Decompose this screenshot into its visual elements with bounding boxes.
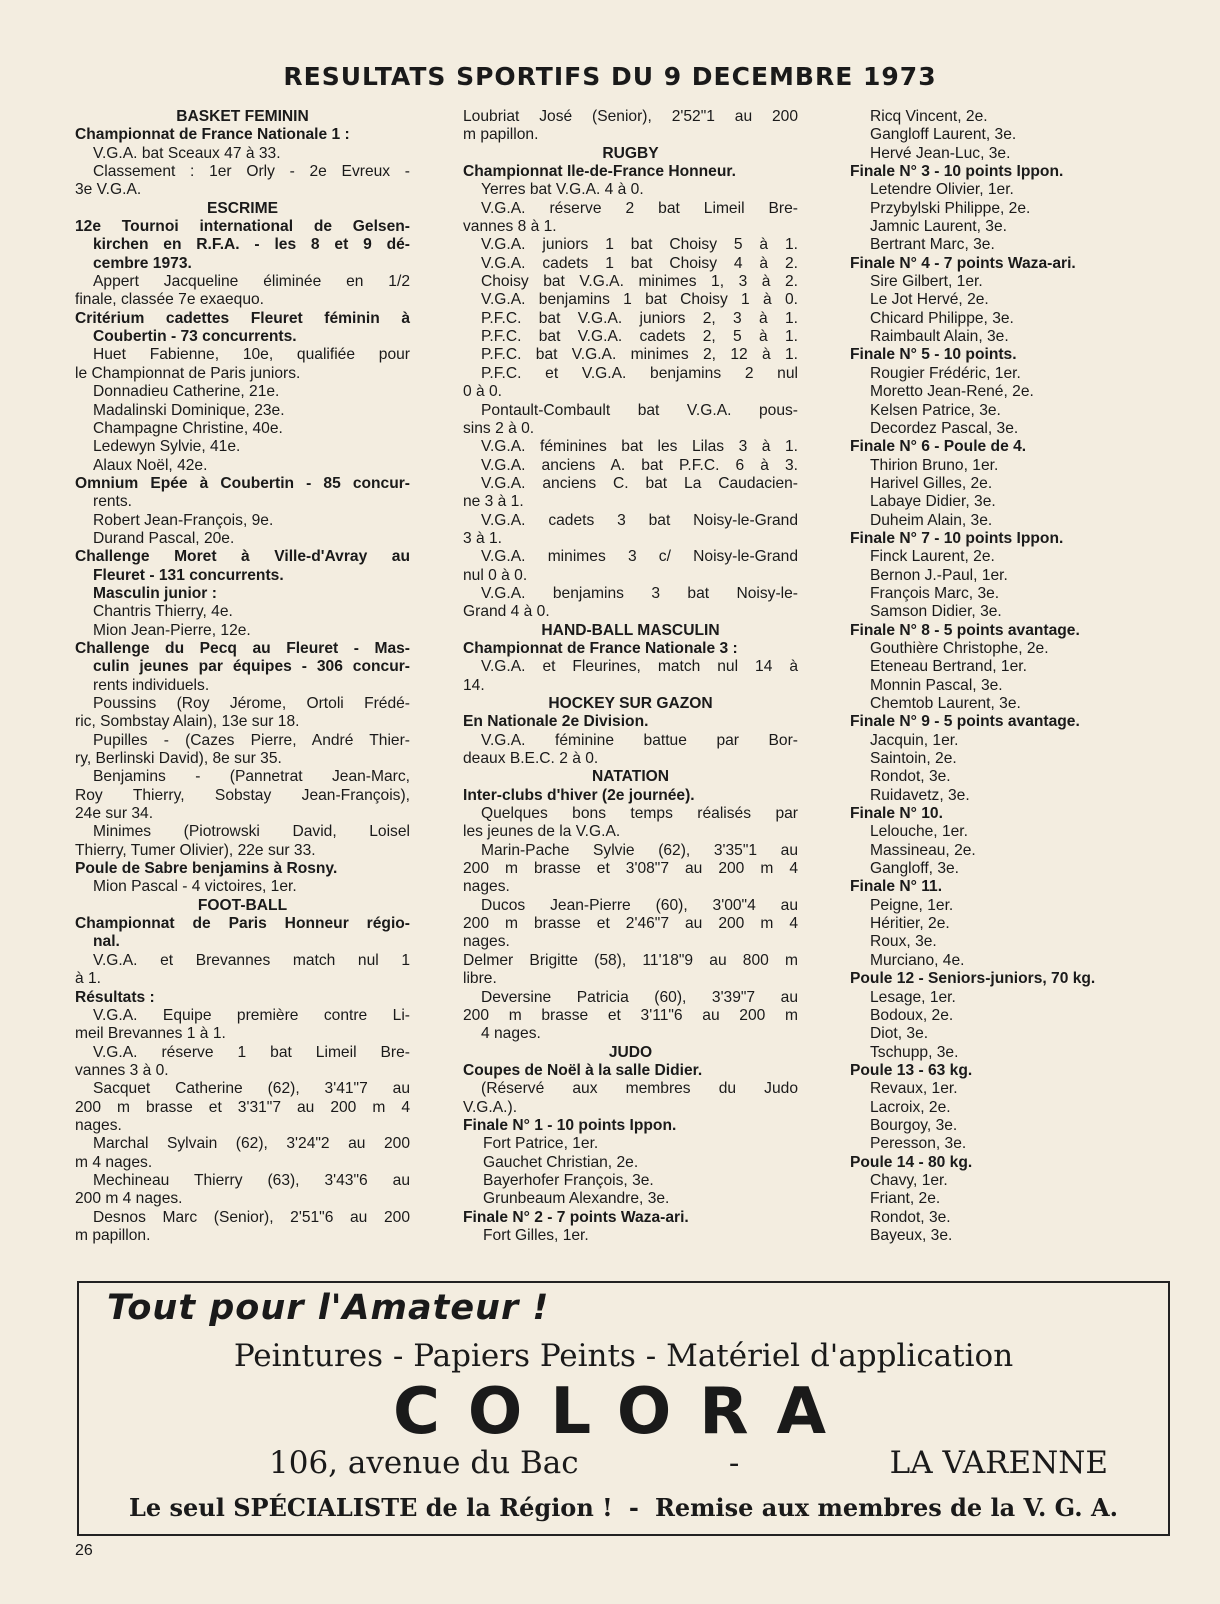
result-line: Finale N° 7 - 10 points Ippon. [850,529,1064,547]
result-line: 12e Tournoi international de Gelsen- [75,218,410,236]
ad-brand-name: COLORA [392,1375,855,1449]
result-line: Ruidavetz, 3e. [870,786,970,804]
result-line: Masculin junior : [93,584,217,602]
result-line: V.G.A. bat Sceaux 47 à 33. [93,144,281,162]
result-line: Pupilles - (Cazes Pierre, André Thier- [93,731,410,749]
result-line: Gouthière Christophe, 2e. [870,639,1049,657]
result-line: Robert Jean-François, 9e. [93,511,274,529]
result-line: Ledewyn Sylvie, 41e. [93,438,241,456]
result-line: Coubertin - 73 concurrents. [93,328,297,346]
ad-address-line [269,1445,1108,1481]
result-line: Finale N° 8 - 5 points avantage. [850,621,1080,639]
result-line: (Réservé aux membres du Judo [481,1080,798,1098]
result-line: nages. [75,1116,122,1134]
result-line: V.G.A. cadets 1 bat Choisy 4 à 2. [481,254,798,272]
result-line: 14. [463,676,485,694]
result-line: Bayeux, 3e. [870,1226,953,1244]
result-line: Chemtob Laurent, 3e. [870,695,1021,712]
result-line: HAND-BALL MASCULIN [541,621,720,639]
result-line: V.G.A. féminine battue par Bor- [481,731,798,749]
result-line: Classement : 1er Orly - 2e Evreux - [93,163,410,181]
result-line: à 1. [75,970,102,988]
result-line: nages. [463,878,510,896]
result-line: Mion Jean-Pierre, 12e. [93,621,251,639]
result-line: HOCKEY SUR GAZON [548,695,713,712]
result-line: RUGBY [602,144,659,162]
result-line: meil Brevannes 1 à 1. [75,1025,226,1043]
result-line: Peigne, 1er. [870,896,954,914]
result-line: 200 m brasse et 2'46"7 au 200 m 4 [463,915,798,933]
result-line: Samson Didier, 3e. [870,603,1002,621]
result-line: Bodoux, 2e. [870,1006,954,1024]
result-line: Finck Laurent, 2e. [870,548,995,566]
result-line: vannes 8 à 1. [463,218,557,236]
advertisement-box [77,1281,1170,1536]
result-line: nal. [93,933,120,951]
result-line: cembre 1973. [93,254,192,272]
result-line: Grunbeaum Alexandre, 3e. [483,1190,670,1208]
result-line: Saintoin, 2e. [870,750,957,768]
result-line: P.F.C. bat V.G.A. juniors 2, 3 à 1. [481,309,798,327]
result-line: 3e V.G.A. [75,181,142,199]
result-line: 3 à 1. [463,529,503,547]
result-line: Championnat de Paris Honneur régio- [75,915,410,933]
result-line: V.G.A. et Brevannes match nul 1 [93,951,410,969]
result-line: Bertrant Marc, 3e. [870,236,995,254]
result-line: Gangloff Laurent, 3e. [870,126,1017,144]
result-line: Finale N° 11. [850,878,943,896]
result-line: Eteneau Bertrand, 1er. [870,658,1027,676]
result-line: Madalinski Dominique, 23e. [93,401,285,419]
result-line: 200 m brasse et 3'11"6 au 200 m [463,1006,798,1024]
result-line: Lacroix, 2e. [870,1098,951,1116]
result-line: Fort Patrice, 1er. [483,1135,599,1153]
result-line: Résultats : [75,988,155,1006]
result-line: Choisy bat V.G.A. minimes 1, 3 à 2. [481,273,798,291]
result-line: Poule 14 - 80 kg. [850,1153,973,1171]
result-line: Chicard Philippe, 3e. [870,309,1014,327]
result-line: sins 2 à 0. [463,419,535,437]
result-line: Le Jot Hervé, 2e. [870,291,989,309]
result-line: Loubriat José (Senior), 2'52"1 au 200 [463,108,798,125]
result-line: culin jeunes par équipes - 306 concur- [93,658,410,676]
result-line: 200 m 4 nages. [75,1190,183,1208]
result-line: m 4 nages. [75,1153,153,1171]
ad-footer-right: Remise aux membres de la V. G. A. [654,1493,1118,1522]
result-line: ESCRIME [206,199,279,217]
ad-city: LA VARENNE [889,1445,1108,1481]
result-line: vannes 3 à 0. [75,1061,169,1079]
result-line: Omnium Epée à Coubertin - 85 concur- [75,474,410,492]
result-line: Challenge Moret à Ville-d'Avray au [75,548,410,566]
result-line: ry, Berlinski David), 8e sur 35. [75,750,282,768]
result-line: Alaux Noël, 42e. [93,456,208,474]
ad-footer-separator: - [628,1493,639,1522]
result-line: Letendre Olivier, 1er. [870,181,1014,199]
result-line: nages. [463,933,510,951]
result-line: V.G.A. Equipe première contre Li- [93,1006,410,1024]
results-column-3 [850,108,1175,1245]
result-line: rents. [93,493,132,511]
result-line: Murciano, 4e. [870,951,965,969]
result-line: Héritier, 2e. [870,915,950,933]
result-line: Finale N° 3 - 10 points Ippon. [850,163,1064,181]
result-line: P.F.C. bat V.G.A. cadets 2, 5 à 1. [481,328,798,346]
result-line: Massineau, 2e. [870,841,976,859]
result-line: François Marc, 3e. [870,584,1000,602]
result-line: kirchen en R.F.A. - les 8 et 9 dé- [93,236,410,254]
page-title: RESULTATS SPORTIFS DU 9 DECEMBRE 1973 [283,62,937,91]
result-line: Durand Pascal, 20e. [93,529,235,547]
result-line: Yerres bat V.G.A. 4 à 0. [481,181,644,199]
result-line: Chavy, 1er. [870,1171,948,1189]
result-line: Deversine Patricia (60), 3'39"7 au [481,988,798,1006]
results-column-1 [75,108,410,1245]
result-line: Finale N° 1 - 10 points Ippon. [463,1116,677,1134]
result-line: Donnadieu Catherine, 21e. [93,383,280,401]
result-line: V.G.A. anciens A. bat P.F.C. 6 à 3. [481,456,798,474]
result-line: Przybylski Philippe, 2e. [870,199,1031,217]
result-line: m papillon. [75,1226,151,1244]
result-line: Critérium cadettes Fleuret féminin à [75,309,410,327]
result-line: Poussins (Roy Jérome, Ortoli Frédé- [93,695,410,712]
result-line: Finale N° 6 - Poule de 4. [850,438,1027,456]
result-line: Ricq Vincent, 2e. [870,108,988,125]
result-line: JUDO [608,1043,653,1061]
result-line: Rougier Frédéric, 1er. [870,364,1021,382]
result-line: Rondot, 3e. [870,1208,951,1226]
result-line: FOOT-BALL [197,896,288,914]
result-line: Benjamins - (Pannetrat Jean-Marc, [93,768,410,786]
result-line: Bourgoy, 3e. [870,1116,958,1134]
result-line: Championnat Ile-de-France Honneur. [463,163,736,181]
result-line: Tschupp, 3e. [870,1043,959,1061]
result-line: 200 m brasse et 3'31"7 au 200 m 4 [75,1098,410,1116]
result-line: m papillon. [463,126,539,144]
result-line: 4 nages. [481,1025,541,1043]
result-line: Challenge du Pecq au Fleuret - Mas- [75,639,410,657]
result-line: P.F.C. et V.G.A. benjamins 2 nul [481,364,798,382]
page-number: 26 [75,1542,93,1559]
result-line: Championnat de France Nationale 3 : [463,639,738,657]
result-line: V.G.A. benjamins 3 bat Noisy-le- [481,584,798,602]
result-line: Harivel Gilles, 2e. [870,474,993,492]
result-line: Raimbault Alain, 3e. [870,328,1009,346]
result-line: nul 0 à 0. [463,566,528,584]
result-line: Finale N° 10. [850,805,943,823]
result-line: V.G.A. cadets 3 bat Noisy-le-Grand [481,511,798,529]
result-line: Finale N° 9 - 5 points avantage. [850,713,1080,731]
result-line: Monnin Pascal, 3e. [870,676,1003,694]
result-line: V.G.A. et Fleurines, match nul 14 à [481,658,798,676]
result-line: Duheim Alain, 3e. [870,511,993,529]
result-line: les jeunes de la V.G.A. [463,823,621,841]
result-line: Gauchet Christian, 2e. [483,1153,639,1171]
result-line: Poule 12 - Seniors-juniors, 70 kg. [850,970,1096,988]
result-line: Bayerhofer François, 3e. [483,1171,654,1189]
result-line: Championnat de France Nationale 1 : [75,126,350,144]
result-line: finale, classée 7e exaequo. [75,291,264,309]
result-line: Marchal Sylvain (62), 3'24"2 au 200 [93,1135,410,1153]
result-line: Lesage, 1er. [870,988,956,1006]
result-line: V.G.A. minimes 3 c/ Noisy-le-Grand [481,548,798,566]
result-line: Appert Jacqueline éliminée en 1/2 [93,273,410,291]
result-line: deaux B.E.C. 2 à 0. [463,750,599,768]
result-line: Marin-Pache Sylvie (62), 3'35"1 au [481,841,798,859]
result-line: BASKET FEMININ [176,108,309,125]
result-line: libre. [463,970,497,988]
result-line: Quelques bons temps réalisés par [481,805,798,823]
result-line: Thierry, Tumer Olivier), 22e sur 33. [75,841,316,859]
result-line: Labaye Didier, 3e. [870,493,996,511]
result-line: Roy Thierry, Sobstay Jean-François), [75,786,410,804]
result-line: Finale N° 5 - 10 points. [850,346,1017,364]
result-line: Roux, 3e. [870,933,937,951]
result-line: V.G.A. réserve 2 bat Limeil Bre- [481,199,798,217]
result-line: V.G.A. réserve 1 bat Limeil Bre- [93,1043,410,1061]
result-line: Decordez Pascal, 3e. [870,419,1019,437]
result-line: Fleuret - 131 concurrents. [93,566,284,584]
result-line: Pontault-Combault bat V.G.A. pous- [481,401,798,419]
result-line: Kelsen Patrice, 3e. [870,401,1001,419]
ad-tagline: Tout pour l'Amateur ! [107,1288,550,1328]
result-line: Lelouche, 1er. [870,823,968,841]
result-line: Jamnic Laurent, 3e. [870,218,1007,236]
result-line: Poule 13 - 63 kg. [850,1061,973,1079]
result-line: Thirion Bruno, 1er. [870,456,999,474]
result-line: Grand 4 à 0. [463,603,550,621]
result-line: V.G.A. benjamins 1 bat Choisy 1 à 0. [481,291,798,309]
result-line: NATATION [591,768,670,786]
result-line: Jacquin, 1er. [870,731,959,749]
result-line: Ducos Jean-Pierre (60), 3'00"4 au [481,896,798,914]
result-line: Revaux, 1er. [870,1080,958,1098]
result-line: 0 à 0. [463,383,503,401]
result-line: Minimes (Piotrowski David, Loisel [93,823,410,841]
ad-footer-line [129,1493,1118,1522]
result-line: Mion Pascal - 4 victoires, 1er. [93,878,297,896]
result-line: Champagne Christine, 40e. [93,419,283,437]
result-line: Sire Gilbert, 1er. [870,273,983,291]
result-line: V.G.A. anciens C. bat La Caudacien- [481,474,798,492]
result-line: V.G.A.). [463,1098,518,1116]
result-line: Mechineau Thierry (63), 3'43"6 au [93,1171,410,1189]
result-line: Friant, 2e. [870,1190,941,1208]
result-line: ne 3 à 1. [463,493,524,511]
ad-address: 106, avenue du Bac [269,1445,579,1481]
result-line: Coupes de Noël à la salle Didier. [463,1061,703,1079]
ad-address-separator: - [728,1445,740,1481]
ad-footer-left: Le seul SPÉCIALISTE de la Région ! [129,1493,613,1522]
result-line: le Championnat de Paris juniors. [75,364,301,382]
result-line: V.G.A. féminines bat les Lilas 3 à 1. [481,438,798,456]
result-line: En Nationale 2e Division. [463,713,649,731]
results-column-2 [463,108,798,1245]
result-line: Huet Fabienne, 10e, qualifiée pour [93,346,410,364]
result-line: Inter-clubs d'hiver (2e journée). [463,786,695,804]
result-line: Peresson, 3e. [870,1135,967,1153]
result-line: V.G.A. juniors 1 bat Choisy 5 à 1. [481,236,798,254]
result-line: Poule de Sabre benjamins à Rosny. [75,860,338,878]
result-line: Chantris Thierry, 4e. [93,603,233,621]
result-line: Fort Gilles, 1er. [483,1226,589,1244]
result-line: Sacquet Catherine (62), 3'41"7 au [93,1080,410,1098]
ad-subtitle: Peintures - Papiers Peints - Matériel d'application [233,1338,1014,1374]
result-line: rents individuels. [93,676,210,694]
result-line: Bernon J.-Paul, 1er. [870,566,1008,584]
result-line: P.F.C. bat V.G.A. minimes 2, 12 à 1. [481,346,798,364]
result-line: Desnos Marc (Senior), 2'51"6 au 200 [93,1208,410,1226]
result-line: Diot, 3e. [870,1025,929,1043]
result-line: Finale N° 4 - 7 points Waza-ari. [850,254,1076,272]
result-line: Finale N° 2 - 7 points Waza-ari. [463,1208,689,1226]
result-line: Gangloff, 3e. [870,860,960,878]
result-line: Moretto Jean-René, 2e. [870,383,1034,401]
result-line: 200 m brasse et 3'08"7 au 200 m 4 [463,860,798,878]
result-line: Hervé Jean-Luc, 3e. [870,144,1011,162]
result-line: ric, Sombstay Alain), 13e sur 18. [75,713,300,731]
result-line: 24e sur 34. [75,805,154,823]
result-line: Rondot, 3e. [870,768,951,786]
result-line: Delmer Brigitte (58), 11'18"9 au 800 m [463,951,798,969]
